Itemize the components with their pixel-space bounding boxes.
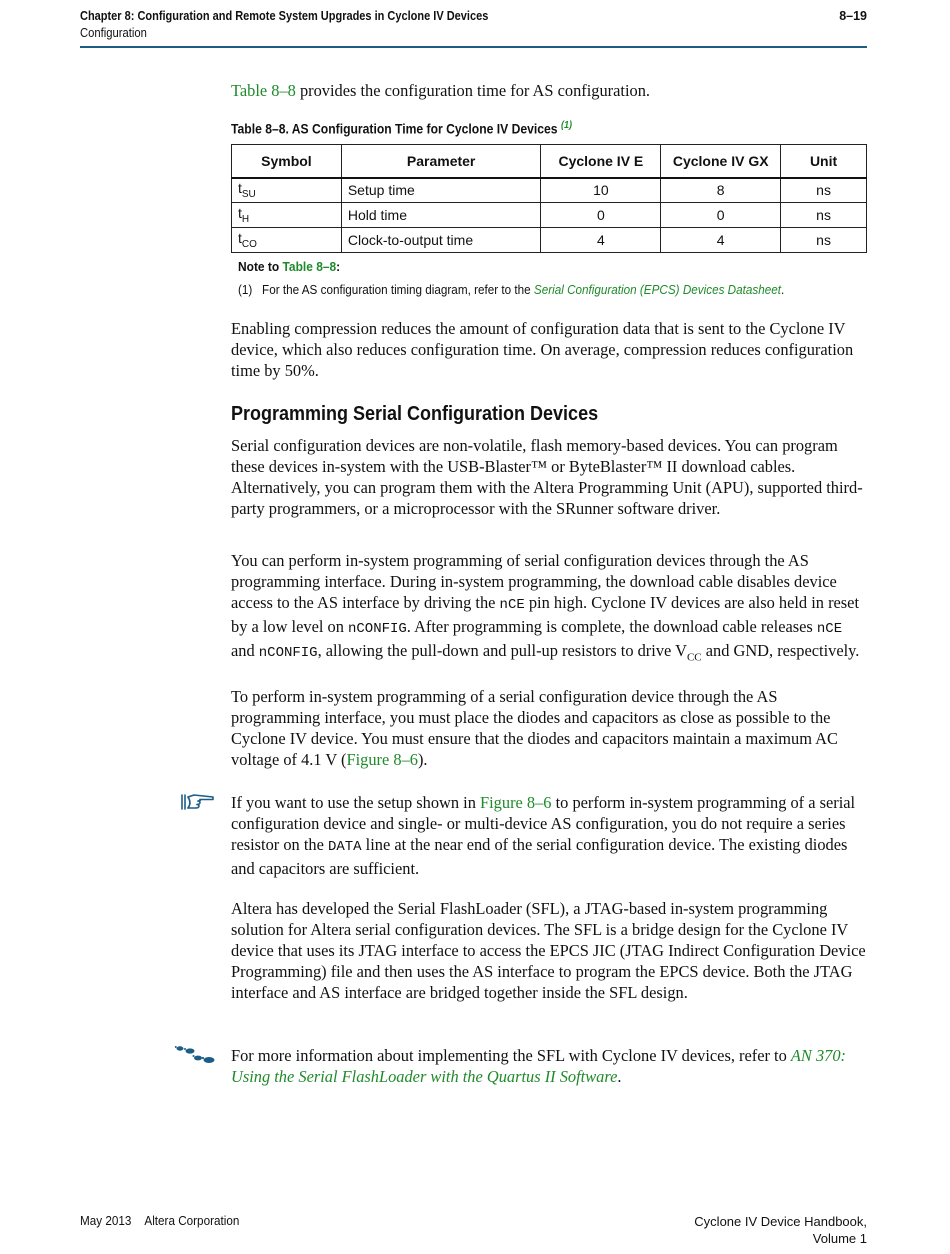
unit-cell: ns bbox=[781, 228, 867, 253]
figure-8-6-link[interactable]: Figure 8–6 bbox=[480, 793, 552, 812]
table-note-heading: Note to Table 8–8: bbox=[238, 259, 341, 274]
footer-handbook: Cyclone IV Device Handbook, bbox=[694, 1214, 867, 1229]
symbol-cell: $t_{CO}$ bbox=[232, 228, 342, 253]
unit-cell: ns bbox=[781, 203, 867, 228]
table-row bbox=[232, 203, 867, 228]
section-heading: Programming Serial Configuration Devices bbox=[231, 403, 599, 425]
serial-devices-paragraph: Serial configuration devices are non-volatile, flash memory-based devices. You can program these devices in-system with the USB-Blaster™ or ByteBlaster™ II download cables. Alternatively, you can program them with the Altera Programming Unit (APU), supported third-party programmers, or a microprocessor with the SRunner software driver. bbox=[231, 436, 863, 518]
compression-paragraph: Enabling compression reduces the amount of configuration data that is sent to the Cyclone IV device, which also reduces configuration time. On average, compression reduces configuration time by 50%. bbox=[231, 319, 854, 380]
note-number: (1) bbox=[238, 282, 253, 297]
an-370-link[interactable]: AN 370: Using the Serial FlashLoader with the Quartus II Software bbox=[231, 1046, 846, 1086]
table-caption-text: Table 8–8. AS Configuration Time for Cyclone IV Devices bbox=[231, 121, 558, 137]
figure-8-6-link[interactable]: Figure 8–6 bbox=[346, 750, 418, 769]
table-8-8-link[interactable]: Table 8–8 bbox=[231, 81, 296, 100]
table-note-link[interactable]: Table 8–8 bbox=[282, 259, 337, 274]
configuration-time-table bbox=[231, 144, 867, 253]
intro-paragraph bbox=[231, 80, 867, 101]
nce-signal: nCE bbox=[499, 597, 525, 613]
note-paragraph: If you want to use the setup shown in Figure 8–6 to perform in-system programming of a serial configuration device and single- or multi-device AS configuration, you do not require a series resistor on the DATA line at the near end of the serial configuration device. The existing diodes and capacitors are sufficient. bbox=[231, 793, 856, 878]
note-text: For the AS configuration timing diagram, refer to the bbox=[262, 282, 534, 297]
parameter-cell: Clock-to-output time bbox=[341, 228, 541, 253]
page-header bbox=[80, 9, 867, 40]
nconfig-signal: nCONFIG bbox=[258, 645, 318, 661]
table-note-item: (1) For the AS configuration timing diagram, refer to the Serial Configuration (EPCS) Devices Datasheet. bbox=[238, 282, 785, 297]
chapter-title: Chapter 8: Configuration and Remote System Upgrades in Cyclone IV Devices bbox=[80, 9, 489, 23]
column-header: Parameter bbox=[341, 145, 541, 178]
cyclone-iv-e-cell: 10 bbox=[541, 178, 661, 203]
intro-text: provides the configuration time for AS configuration. bbox=[295, 81, 651, 100]
unit-cell: ns bbox=[781, 178, 867, 203]
nce-signal: nCE bbox=[816, 621, 843, 637]
cyclone-iv-e-cell: 0 bbox=[541, 203, 661, 228]
footprints-icon bbox=[174, 1045, 216, 1065]
in-system-programming-paragraph: You can perform in-system programming of serial configuration devices through the AS programming interface. During in-system programming, the download cable disables device access to the AS interface by driving the nCE pin high. Cyclone IV devices are also held in reset by a low level on nCONFIG. After programming is complete, the download cable releases nCE and nCONFIG, allowing the pull-down and pull-up resistors to drive $V_{CC}$ and GND, respectively. bbox=[231, 551, 860, 664]
footer-right bbox=[694, 1213, 867, 1247]
epcs-datasheet-link[interactable]: Serial Configuration (EPCS) Devices Datasheet bbox=[533, 282, 782, 297]
footer-company: Altera Corporation bbox=[144, 1213, 240, 1228]
diodes-capacitors-paragraph: To perform in-system programming of a serial configuration device through the AS programming interface, you must place the diodes and capacitors as close as possible to the Cyclone IV device. You must ensure that the diodes and capacitors maintain a maximum AC voltage of 4.1 V (Figure 8–6). bbox=[231, 687, 838, 769]
pointing-hand-icon bbox=[180, 792, 216, 812]
sfl-paragraph: Altera has developed the Serial FlashLoader (SFL), a JTAG-based in-system programming solution for Altera serial configuration devices. The SFL is a bridge design for the Cyclone IV device that uses its JTAG interface to access the EPCS JIC (JTAG Indirect Configuration Device Programming) file and then uses the AS interface to program the EPCS device. Both the JTAG interface and AS interface are bridged together inside the SFL design. bbox=[231, 899, 866, 1002]
nconfig-signal: nCONFIG bbox=[347, 621, 407, 637]
parameter-cell: Setup time bbox=[341, 178, 541, 203]
footer-volume: Volume 1 bbox=[812, 1231, 867, 1246]
header-rule bbox=[80, 46, 867, 48]
column-header: Symbol bbox=[232, 145, 342, 178]
cyclone-iv-gx-cell: 4 bbox=[661, 228, 781, 253]
data-signal: DATA bbox=[327, 839, 362, 855]
table-caption bbox=[231, 120, 572, 137]
table-header-row bbox=[232, 145, 867, 178]
symbol-cell: $t_{SU}$ bbox=[232, 178, 342, 203]
column-header: Cyclone IV E bbox=[541, 145, 661, 178]
table-caption-note-ref[interactable]: (1) bbox=[560, 120, 572, 131]
cyclone-iv-gx-cell: 8 bbox=[661, 178, 781, 203]
symbol-cell: $t_H$ bbox=[232, 203, 342, 228]
table-row bbox=[232, 228, 867, 253]
footer-date: May 2013 bbox=[80, 1213, 132, 1228]
section-title: Configuration bbox=[80, 26, 147, 40]
column-header: Cyclone IV GX bbox=[661, 145, 781, 178]
parameter-cell: Hold time bbox=[341, 203, 541, 228]
page-number: 8–19 bbox=[839, 9, 867, 23]
footer-left bbox=[80, 1213, 239, 1228]
cyclone-iv-e-cell: 4 bbox=[541, 228, 661, 253]
cyclone-iv-gx-cell: 0 bbox=[661, 203, 781, 228]
more-info-paragraph: For more information about implementing the SFL with Cyclone IV devices, refer to AN 370: Using the Serial FlashLoader with the Quartus II Software. bbox=[231, 1046, 846, 1086]
column-header: Unit bbox=[781, 145, 867, 178]
table-row bbox=[232, 178, 867, 203]
